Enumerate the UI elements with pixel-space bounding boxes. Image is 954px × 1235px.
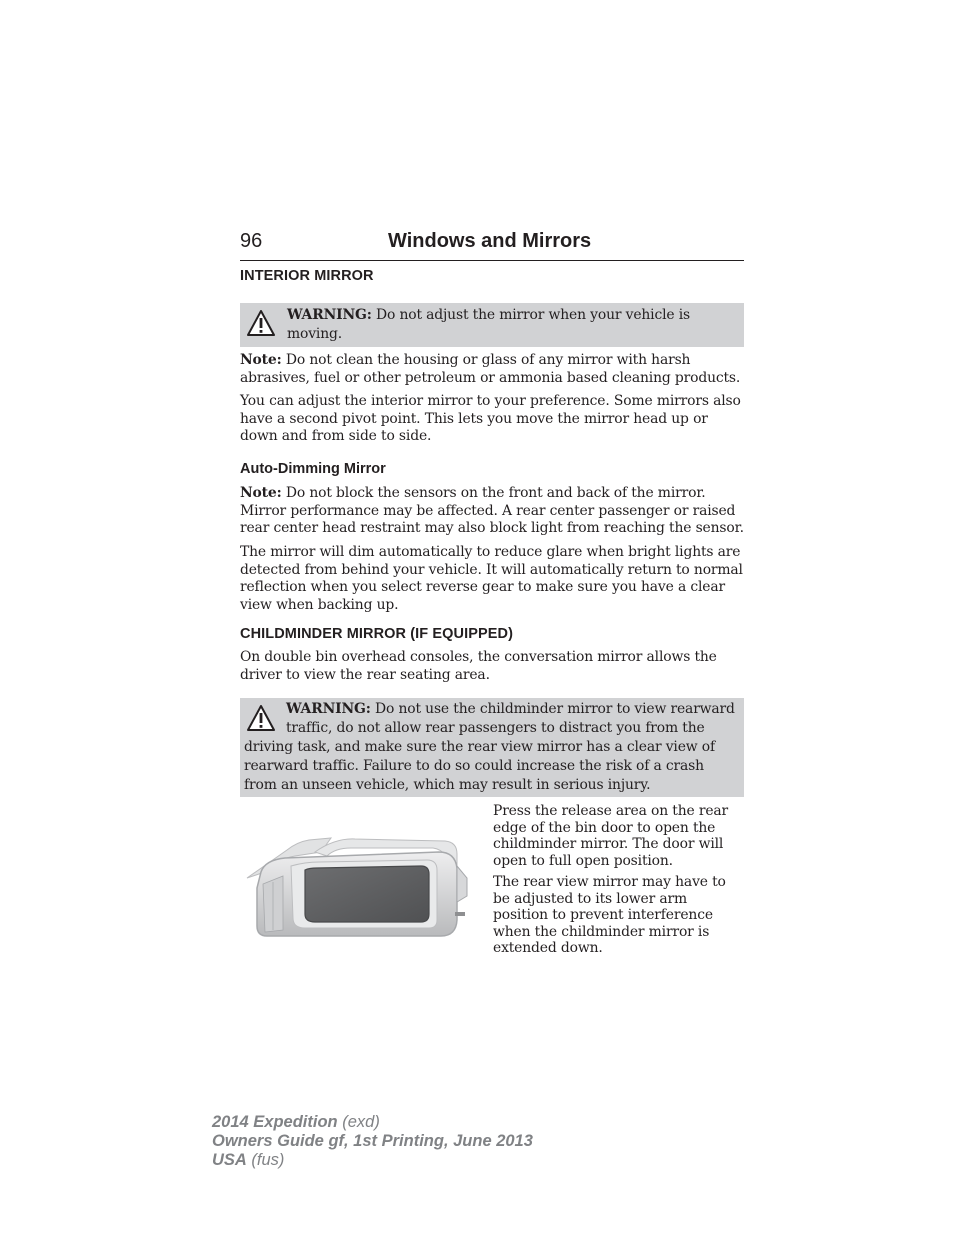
warning-text: Do not use the childminder mirror to view rearward traffic, do not allow rear passengers to distract you from the driving task, and make sure the rear view mirror has a clear view of rearward traffic. Failure to do so could increase the risk of a crash from an unseen vehicle, which may result in serious injury.: [244, 701, 735, 793]
auto-dimming-body: The mirror will dim automatically to reduce glare when bright lights are detected from behind your vehicle. It will automatically return to normal reflection when you select reverse gear to make sure you have a clear view when backing up.: [240, 544, 743, 613]
note-label: Note:: [240, 485, 282, 501]
warning-label: WARNING:: [286, 701, 371, 717]
childminder-side-text-2: The rear view mirror may have to be adjusted to its lower arm position to prevent interference when the childminder mirror is extended down.: [493, 874, 726, 956]
footer-line-region: USA (fus): [212, 1151, 285, 1169]
childminder-body: On double bin overhead consoles, the conversation mirror allows the driver to view the rear seating area.: [240, 649, 717, 683]
section-heading-childminder: CHILDMINDER MIRROR (IF EQUIPPED): [240, 626, 514, 642]
childminder-mirror-illustration: [243, 836, 470, 942]
childminder-side-text-1: Press the release area on the rear edge of the bin door to open the childminder mirror. The door will open to full open position.: [493, 803, 729, 869]
interior-mirror-body: You can adjust the interior mirror to your preference. Some mirrors also have a second pivot point. This lets you move the mirror head up or down and from side to side.: [240, 393, 741, 444]
page-footer: [212, 1113, 533, 1170]
warning-box-interior-mirror: [240, 303, 744, 347]
warning-box-childminder: [240, 698, 744, 797]
warning-label: WARNING:: [287, 307, 372, 323]
section-heading-interior-mirror: INTERIOR MIRROR: [240, 268, 374, 284]
chapter-title: Windows and Mirrors: [388, 230, 592, 252]
note-label: Note:: [240, 352, 282, 368]
warning-text: Do not adjust the mirror when your vehicle is moving.: [287, 307, 691, 342]
footer-line-printing: Owners Guide gf, 1st Printing, June 2013: [212, 1132, 533, 1150]
page-number: 96: [240, 230, 263, 252]
subsection-heading-auto-dimming: Auto-Dimming Mirror: [240, 461, 386, 477]
note-text: Do not block the sensors on the front and back of the mirror. Mirror performance may be affected. A rear center passenger or raised rear center head restraint may also block light from reaching the sensor.: [240, 485, 744, 536]
warning-triangle-icon: [246, 309, 276, 337]
warning-triangle-icon: [246, 704, 276, 732]
note-interior-mirror: [240, 352, 745, 387]
page-header: [240, 229, 744, 261]
note-auto-dimming: [240, 485, 745, 538]
footer-line-model: 2014 Expedition (exd): [212, 1113, 380, 1131]
note-text: Do not clean the housing or glass of any mirror with harsh abrasives, fuel or other petroleum or ammonia based cleaning products.: [240, 352, 741, 386]
